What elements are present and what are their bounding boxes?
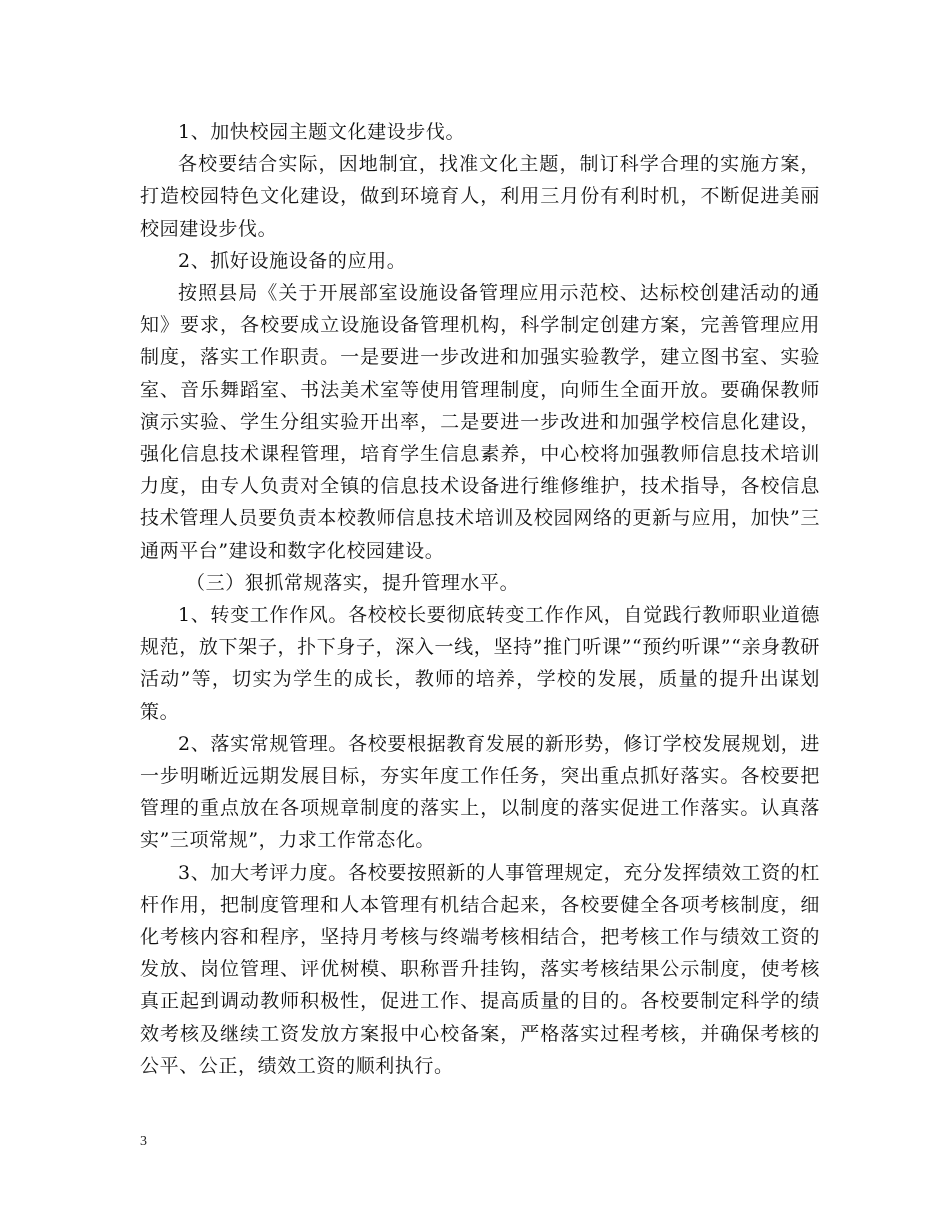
section-heading-routine: （三）狠抓常规落实，提升管理水平。 xyxy=(186,571,520,594)
document-body xyxy=(140,116,820,1082)
paragraph-heading-facilities: 2、抓好设施设备的应用。 xyxy=(178,249,407,272)
paragraph-campus-culture: 各校要结合实际，因地制宜，找准文化主题，制订科学合理的实施方案，打造校园特色文化建设，做到环境育人，利用三月份有利时机，不断促进美丽校园建设步伐。 xyxy=(140,153,820,240)
paragraph-evaluation: 3、加大考评力度。各校要按照新的人事管理规定，充分发挥绩效工资的杠杆作用，把制度管理和人本管理有机结合起来，各校要健全各项考核制度，细化考核内容和程序，坚持月考核与终端考核相结合，把考核工作与绩效工资的发放、岗位管理、评优树模、职称晋升挂钩，落实考核结果公示制度，使考核真正起到调动教师积极性，促进工作、提高质量的目的。各校要制定科学的绩效考核及继续工资发放方案报中心校备案，严格落实过程考核，并确保考核的公平、公正，绩效工资的顺利执行。 xyxy=(140,861,820,1077)
paragraph-heading-campus-culture: 1、加快校园主题文化建设步伐。 xyxy=(178,121,466,143)
paragraph-facilities: 按照县局《关于开展部室设施设备管理应用示范校、达标校创建活动的通知》要求，各校要成立设施设备管理机构，科学制定创建方案，完善管理应用制度，落实工作职责。一是要进一步改进和加强实验教学，建立图书室、实验室、音乐舞蹈室、书法美术室等使用管理制度，向师生全面开放。要确保教师演示实验、学生分组实验开出率，二是要进一步改进和加强学校信息化建设，强化信息技术课程管理，培育学生信息素养，中心校将加强教师信息技术培训力度，由专人负责对全镇的信息技术设备进行维修维护，技术指导，各校信息技术管理人员要负责本校教师信息技术培训及校园网络的更新与应用，加快”三通两平台”建设和数字化校园建设。 xyxy=(140,282,820,562)
page-number: 3 xyxy=(140,1134,147,1149)
paragraph-work-style: 1、转变工作作风。各校校长要彻底转变工作作风，自觉践行教师职业道德规范，放下架子，扑下身子，深入一线，坚持”推门听课”“预约听课”“亲身教研活动”等，切实为学生的成长，教师的培养，学校的发展，质量的提升出谋划策。 xyxy=(140,604,820,723)
paragraph-routine-management: 2、落实常规管理。各校要根据教育发展的新形势，修订学校发展规划，进一步明晰近远期发展目标，夯实年度工作任务，突出重点抓好落实。各校要把管理的重点放在各项规章制度的落实上，以制度的落实促进工作落实。认真落实”三项常规”，力求工作常态化。 xyxy=(140,732,820,852)
